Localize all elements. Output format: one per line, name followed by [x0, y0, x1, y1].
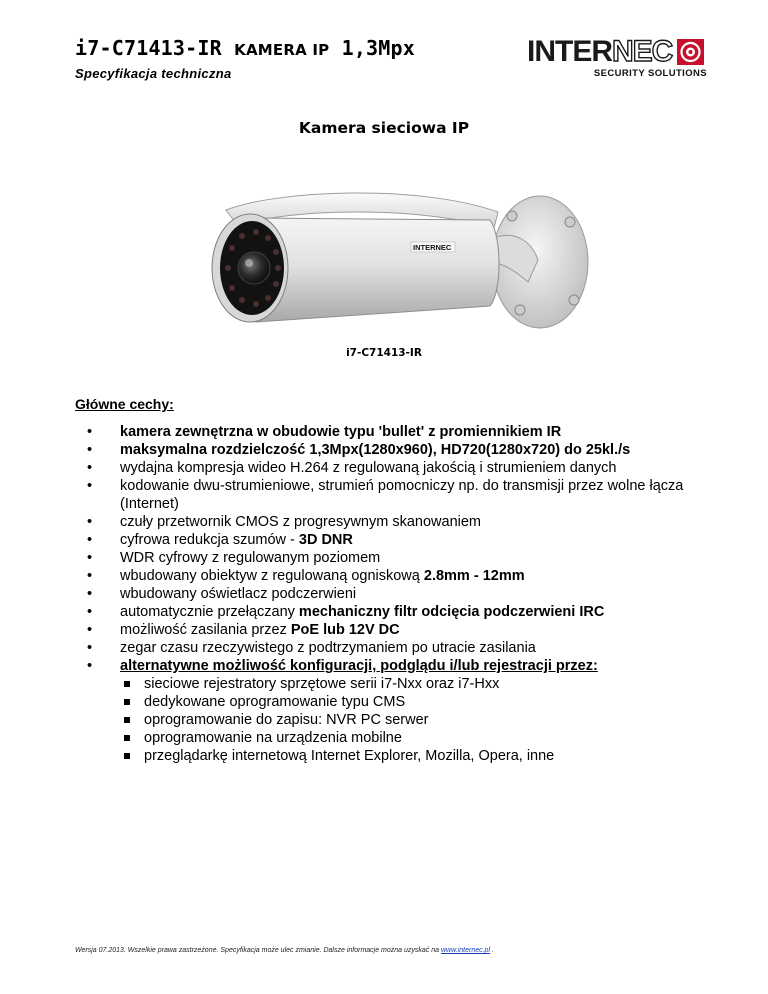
feature-item: • cyfrowa redukcja szumów - 3D DNR — [75, 531, 705, 549]
feature-item: • alternatywne możliwość konfiguracji, podglądu i/lub rejestracji przez: sieciowe rejestratory sprzętowe serii i7-Nxx oraz i7-Hxx dedykowane oprogramowanie typu CMS oprogramowanie do zapisu: NVR PC serwer oprogramowanie na urządzenia mobilne przeglądarkę internetową Internet Explorer, Mozilla, Opera, inne — [75, 657, 705, 765]
section-title: Kamera sieciowa IP — [298, 119, 470, 137]
model-number: i7-C71413-IR — [75, 36, 222, 60]
sub-feature-list — [120, 675, 705, 765]
logo-eye-icon — [677, 39, 704, 65]
feature-item: • wydajna kompresja wideo H.264 z regulowaną jakością i strumieniem danych — [75, 459, 705, 477]
internec-logo — [527, 37, 707, 81]
resolution: 1,3Mpx — [341, 36, 416, 60]
camera-lens — [238, 252, 270, 284]
feature-item: • wbudowany obiektyw z regulowaną ogniskową 2.8mm - 12mm — [75, 567, 705, 585]
camera-brand-label: INTERNEC — [413, 243, 452, 252]
feature-list — [75, 423, 705, 765]
feature-item: • maksymalna rozdzielczość 1,3Mpx(1280x960), HD720(1280x720) do 25kl./s — [75, 441, 705, 459]
website-link[interactable]: www.internec.pl — [440, 947, 491, 954]
document-subtitle: Specyfikacja techniczna — [75, 66, 232, 81]
logo-wordmark: INTERNEC — [527, 35, 673, 68]
sub-feature-item: sieciowe rejestratory sprzętowe serii i7-Nxx oraz i7-Hxx — [120, 675, 705, 693]
sub-feature-item: oprogramowanie do zapisu: NVR PC serwer — [120, 711, 705, 729]
image-caption: i7-C71413-IR — [346, 347, 422, 359]
sub-feature-item: dedykowane oprogramowanie typu CMS — [120, 693, 705, 711]
sub-feature-item: oprogramowanie na urządzenia mobilne — [120, 729, 705, 747]
footer-note: Wersja 07.2013. Wszelkie prawa zastrzeżone. Specyfikacja może ulec zmianie. Dalsze informacje można uzyskać na www.internec.pl . — [75, 947, 494, 954]
bullet-camera-image — [198, 176, 593, 336]
feature-item: • automatycznie przełączany mechaniczny filtr odcięcia podczerwieni IRC — [75, 603, 705, 621]
feature-item: • czuły przetwornik CMOS z progresywnym skanowaniem — [75, 513, 705, 531]
features-heading: Główne cechy: — [75, 396, 174, 412]
document-title — [75, 36, 415, 60]
feature-item: • kodowanie dwu-strumieniowe, strumień pomocniczy np. do transmisji przez wolne łącza (Internet) — [75, 477, 705, 513]
product-type: KAMERA IP — [234, 41, 330, 59]
feature-item: • wbudowany oświetlacz podczerwieni — [75, 585, 705, 603]
wall-mount — [488, 196, 588, 328]
logo-tagline: SECURITY SOLUTIONS — [593, 68, 707, 79]
feature-item: • kamera zewnętrzna w obudowie typu 'bullet' z promiennikiem IR — [75, 423, 705, 441]
feature-item: • WDR cyfrowy z regulowanym poziomem — [75, 549, 705, 567]
sub-feature-item: przeglądarkę internetową Internet Explorer, Mozilla, Opera, inne — [120, 747, 705, 765]
feature-item: • zegar czasu rzeczywistego z podtrzymaniem po utracie zasilania — [75, 639, 705, 657]
feature-item: • możliwość zasilania przez PoE lub 12V DC — [75, 621, 705, 639]
